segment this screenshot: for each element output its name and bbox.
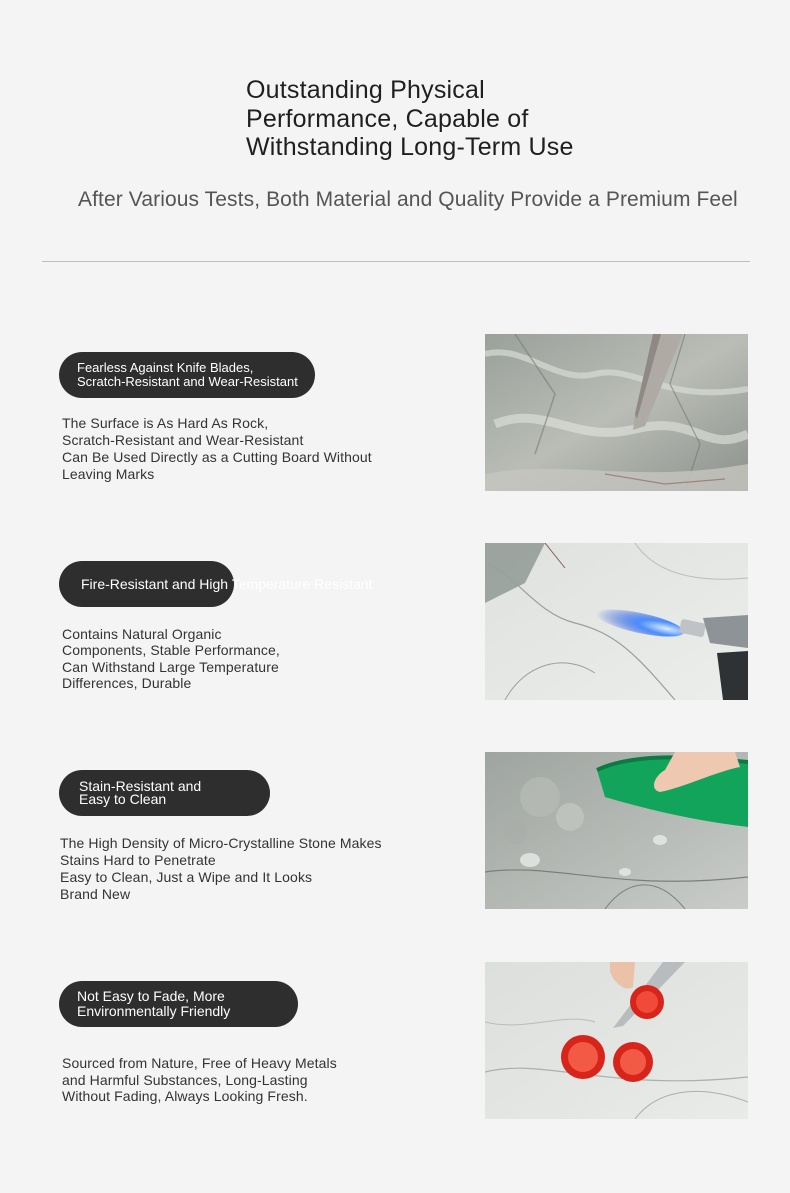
feature-badge-knife xyxy=(59,352,315,398)
feature-badge-line: Not Easy to Fade, More xyxy=(77,988,225,1004)
description-line: Stains Hard to Penetrate xyxy=(60,852,216,868)
title-line-1: Outstanding Physical xyxy=(246,76,485,104)
feature-badge-line: Scratch-Resistant and Wear-Resistant xyxy=(77,374,298,389)
page-subtitle: After Various Tests, Both Material and Quality Provide a Premium Feel xyxy=(78,188,738,211)
feature-badge-fire xyxy=(59,561,373,607)
description-line: Easy to Clean, Just a Wipe and It Looks xyxy=(60,869,313,885)
feature-badge-line: Fearless Against Knife Blades, xyxy=(77,360,254,375)
feature-badge-line: Stain-Resistant and xyxy=(79,778,202,794)
title-line-2: Performance, Capable of xyxy=(246,104,529,133)
description-line: Can Withstand Large Temperature xyxy=(62,658,279,675)
feature-badge-line: Fire-Resistant and High Temperature Resistant xyxy=(81,576,373,592)
divider xyxy=(42,261,750,262)
description-line: Without Fading, Always Looking Fresh. xyxy=(62,1088,308,1104)
description-line: Contains Natural Organic xyxy=(62,626,222,642)
tomato-cutting-photo xyxy=(485,962,748,1119)
cloth-wiping-photo xyxy=(485,752,748,909)
description-line: Leaving Marks xyxy=(62,466,155,482)
feature-badge-fade xyxy=(59,981,298,1027)
title-line-3: Withstanding Long-Term Use xyxy=(246,133,574,161)
feature-badge-line: Environmentally Friendly xyxy=(77,1003,231,1019)
description-line: The High Density of Micro-Crystalline Stone Makes xyxy=(60,835,382,851)
feature-description-knife xyxy=(62,415,372,483)
knife-scratch-test-photo xyxy=(485,334,748,491)
feature-badge-line: Easy to Clean xyxy=(79,791,167,807)
description-line: Brand New xyxy=(60,886,131,902)
description-line: Differences, Durable xyxy=(62,674,192,691)
description-line: Scratch-Resistant and Wear-Resistant xyxy=(62,432,304,448)
description-line: Sourced from Nature, Free of Heavy Metals xyxy=(62,1055,337,1071)
feature-description-stain xyxy=(60,835,382,903)
description-line: The Surface is As Hard As Rock, xyxy=(62,415,269,431)
feature-badge-stain xyxy=(59,770,270,816)
description-line: and Harmful Substances, Long-Lasting xyxy=(62,1071,308,1088)
description-line: Can Be Used Directly as a Cutting Board Without xyxy=(62,449,372,465)
description-line: Components, Stable Performance, xyxy=(62,642,280,659)
blowtorch-heat-test-photo xyxy=(485,543,748,700)
feature-description-fade xyxy=(62,1055,337,1105)
page-title xyxy=(246,76,646,162)
feature-description-fire xyxy=(62,626,280,691)
